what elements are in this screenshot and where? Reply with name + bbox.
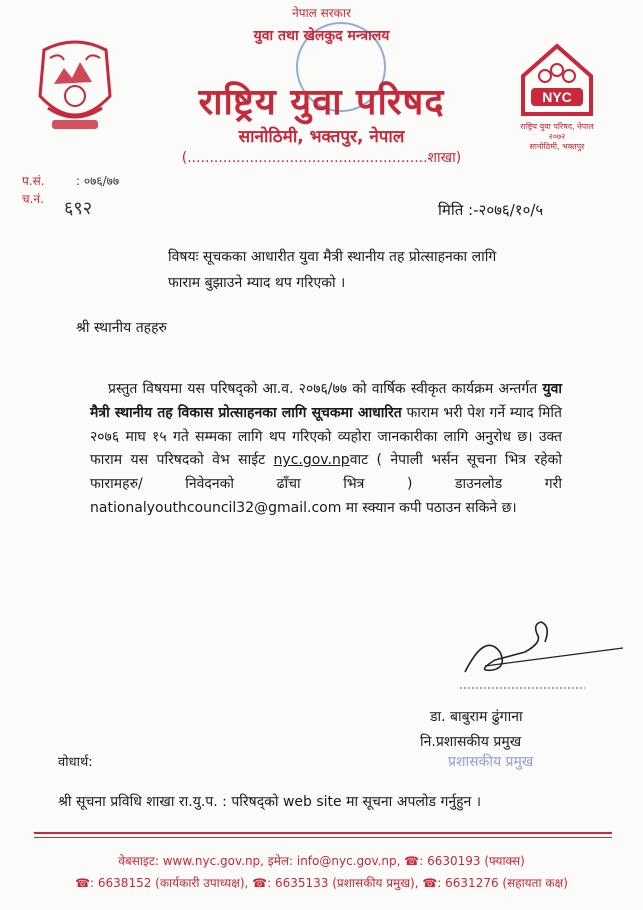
signatory-role: नि.प्रशासकीय प्रमुख xyxy=(420,734,522,750)
organization-title: राष्ट्रिय युवा परिषद xyxy=(198,82,445,123)
branch-line: (......................................................शाखा) xyxy=(181,150,462,166)
addressee: श्री स्थानीय तहहरु xyxy=(76,320,167,336)
body-text-3: वाट ( नेपाली भर्सन सूचना भित्र रहेको फारामहरु/ निवेदनको ढाँचा भित्र ) डाउनलोड गरी nationalyouthcouncil32@gmail.com मा स्क्यान कपी पठाउन सकिने छ। xyxy=(90,452,562,516)
cn-label: च.नं. xyxy=(22,192,44,206)
footer-divider-thin xyxy=(34,837,612,838)
nyc-logo xyxy=(517,40,597,151)
cc-line: श्री सूचना प्रविधि शाखा रा.यु.प. : परिषद्को web site मा सूचना अपलोड गर्नुहुन । xyxy=(58,794,482,810)
cn-value: ६९२ xyxy=(64,198,93,219)
organization-address: सानोठिमी, भक्तपुर, नेपाल xyxy=(238,127,405,147)
government-label: नेपाल सरकार xyxy=(292,6,351,20)
logo-caption: राष्ट्रिय युवा परिषद, नेपाल xyxy=(520,122,594,131)
website-link[interactable]: nyc.gov.np xyxy=(273,452,350,469)
signature-icon xyxy=(455,612,625,692)
ps-value: : ०७६/७७ xyxy=(76,174,120,188)
footer-contact-2: ☎: 6638152 (कार्यकारी उपाध्यक्ष), ☎: 6635133 (प्रशासकीय प्रमुख), ☎: 6631276 (सहायता कक्ष) xyxy=(75,876,568,890)
ps-label: प.सं. xyxy=(22,174,45,188)
footer-contact-1: वेबसाइट: www.nyc.gov.np, इमेल: info@nyc.gov.np, ☎: 6630193 (फ्याक्स) xyxy=(118,854,525,868)
signatory-name: डा. बाबुराम ढुंगाना xyxy=(430,709,523,725)
subject-line-1: विषयः सूचकका आधारीत युवा मैत्री स्थानीय तह प्रोत्साहनका लागि xyxy=(168,249,497,265)
body-text-2: फाराम भरी पेश गर्ने म्याद मिति २०७६ माघ १५ गते सम्मका लागि थप गरिएको व्यहोरा जानकारीका लागि अनुरोध छ। उक्त फाराम यस परिषदको वेभ साईट xyxy=(90,404,562,469)
svg-text:NYC: NYC xyxy=(542,89,572,105)
nyc-logo-icon xyxy=(517,40,597,120)
logo-year: २०७२ xyxy=(548,132,566,141)
subject-line-2: फाराम बुझाउने म्याद थप गरिएको । xyxy=(168,275,346,291)
body-paragraph xyxy=(90,378,562,521)
logo-place: सानोठिमी, भक्तपुर xyxy=(529,142,585,151)
body-text-1: प्रस्तुत विषयमा यस परिषद्को आ.व. २०७६/७७ को वार्षिक स्वीकृत कार्यक्रम अन्तर्गत xyxy=(108,381,538,397)
body-bold-text: युवा मैत्री स्थानीय तह विकास प्रोत्साहनका लागि सूचकमा आधारित xyxy=(90,381,562,421)
ministry-label: युवा तथा खेलकुद मन्त्रालय xyxy=(253,28,390,44)
role-stamp: प्रशासकीय प्रमुख xyxy=(448,754,534,770)
footer-divider xyxy=(34,832,612,834)
subject xyxy=(168,244,578,296)
cc-label: वोधार्थ: xyxy=(58,755,93,770)
letter-date: मिति :-२०७६/१०/५ xyxy=(438,201,544,219)
